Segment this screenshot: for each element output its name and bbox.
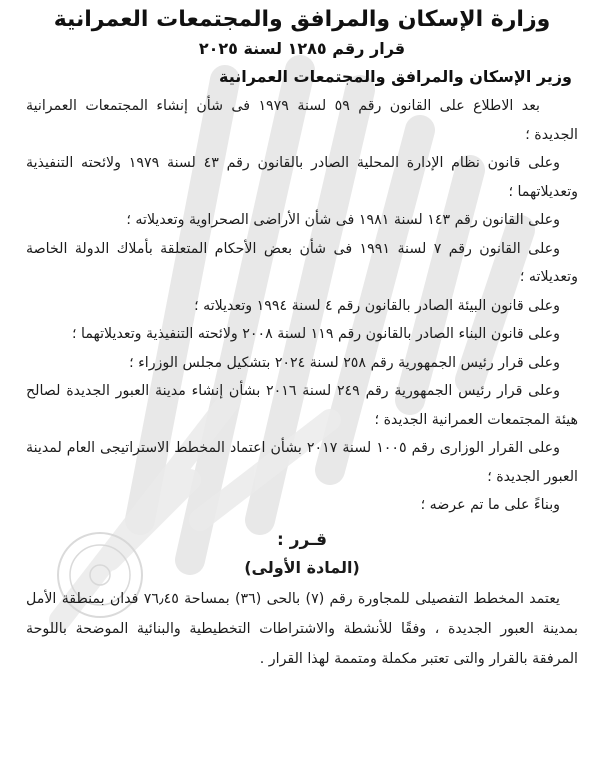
article-title: (المادة الأولى) [244, 557, 360, 577]
preamble-item: وعلى القرار الوزارى رقم ١٠٠٥ لسنة ٢٠١٧ بشأن اعتماد المخطط الاستراتيجى العام لمدينة العبور الجديدة ؛ [26, 440, 578, 485]
preamble-item: وعلى قرار رئيس الجمهورية رقم ٢٤٩ لسنة ٢٠١٦ بشأن إنشاء مدينة العبور الجديدة لصالح هيئة المجتمعات العمرانية الجديدة ؛ [26, 383, 578, 428]
preamble-item: وعلى القانون رقم ١٤٣ لسنة ١٩٨١ فى شأن الأراضى الصحراوية وتعديلاته ؛ [126, 212, 560, 228]
preamble-list [26, 92, 578, 520]
ministry-title: وزارة الإسكان والمرافق والمجتمعات العمرانية [53, 7, 551, 32]
preamble-item: بعد الاطلاع على القانون رقم ٥٩ لسنة ١٩٧٩ فى شأن إنشاء المجتمعات العمرانية الجديدة ؛ [26, 98, 578, 143]
preamble-item: وعلى قرار رئيس الجمهورية رقم ٢٥٨ لسنة ٢٠٢٤ بتشكيل مجلس الوزراء ؛ [129, 354, 560, 371]
preamble-item: وعلى قانون البناء الصادر بالقانون رقم ١١٩ لسنة ٢٠٠٨ ولائحته التنفيذية وتعديلاتهما ؛ [72, 326, 560, 342]
preamble-item: وعلى القانون رقم ٧ لسنة ١٩٩١ فى شأن بعض الأحكام المتعلقة بأملاك الدولة الخاصة وتعديلاته ؛ [26, 240, 578, 285]
issuer-title: وزير الإسكان والمرافق والمجتمعات العمرانية [219, 67, 572, 86]
preamble-item: وعلى قانون البيئة الصادر بالقانون رقم ٤ لسنة ١٩٩٤ وتعديلاته ؛ [194, 297, 560, 314]
article-text: يعتمد المخطط التفصيلى للمجاورة رقم (٧) بالحى (٣٦) بمساحة ٧٦٫٤٥ فدان بمنطقة الأمل بمدينة العبور الجديدة ، وفقًا للأنشطة والاشتراطات التخطيطية والبنائية الموضحة باللوحة المرفقة بالقرار والتى تعتبر مكملة ومتممة لهذا القرار . [26, 590, 578, 667]
decree-number: قرار رقم ١٢٨٥ لسنة ٢٠٢٥ [198, 39, 406, 58]
preamble-item: وعلى قانون نظام الإدارة المحلية الصادر بالقانون رقم ٤٣ لسنة ١٩٧٩ ولائحته التنفيذية وتعديلاتهما ؛ [26, 155, 578, 200]
decision-heading: قـرر : [276, 529, 328, 550]
preamble-item: وبناءً على ما تم عرضه ؛ [420, 497, 560, 513]
